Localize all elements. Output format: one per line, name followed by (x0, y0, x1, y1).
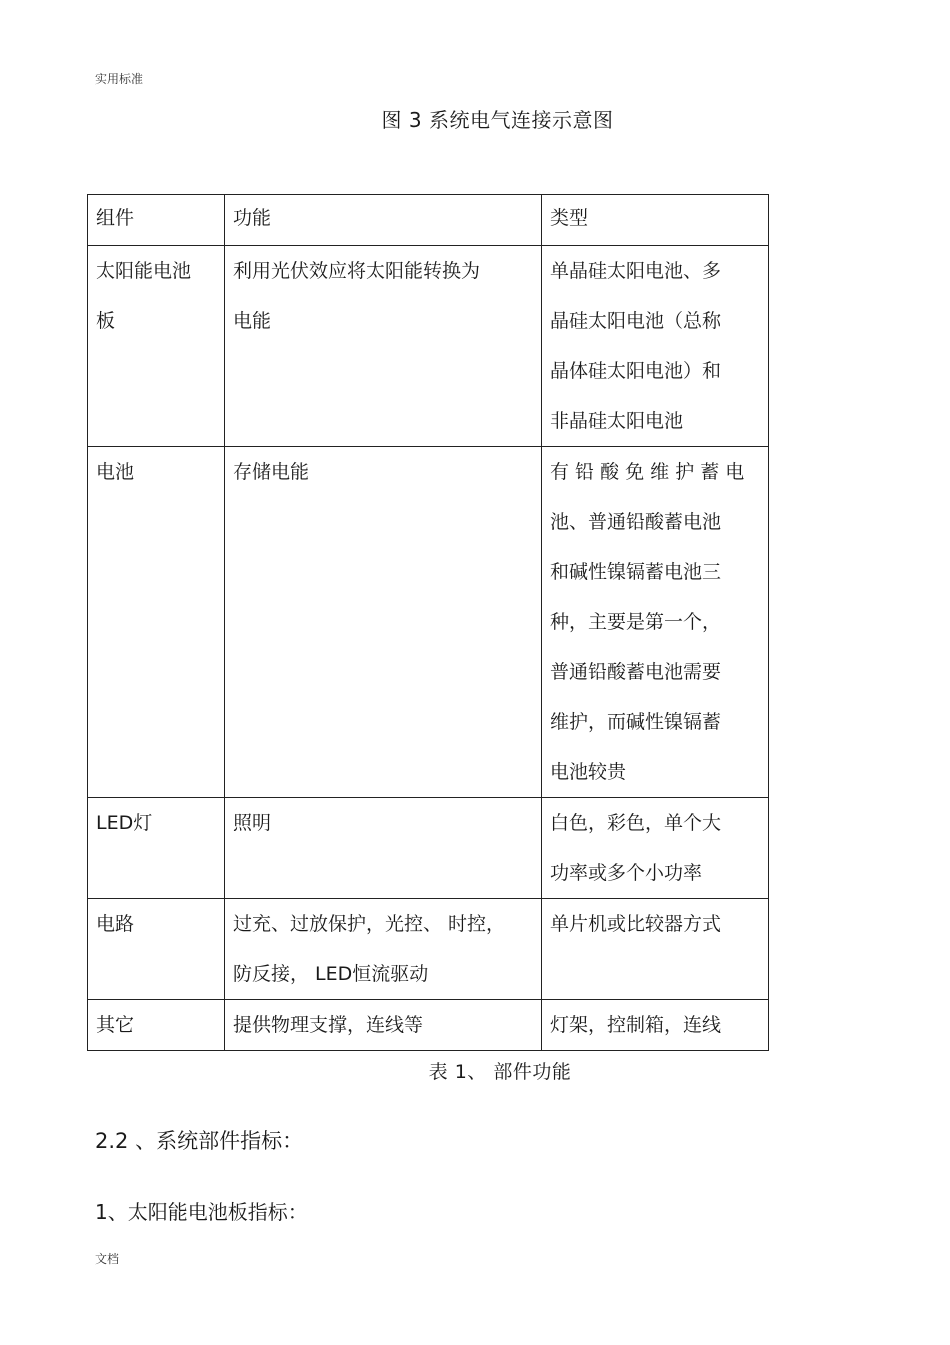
cell-component (88, 246, 225, 447)
page-footer-note: 文档 (95, 1252, 120, 1266)
table-row (88, 899, 769, 1000)
cell-type (542, 246, 769, 447)
page-header-note: 实用标准 (95, 72, 144, 86)
cell-component (88, 1000, 225, 1051)
cell-line: 电能 (233, 310, 272, 332)
cell-line: LED灯 (96, 812, 153, 834)
cell-function (225, 899, 542, 1000)
cell-function (225, 246, 542, 447)
cell-line: 白色，彩色，单个大 (550, 812, 722, 834)
table-row (88, 798, 769, 899)
cell-component (88, 447, 225, 798)
cell-line: 其它 (96, 1014, 135, 1036)
cell-type (542, 1000, 769, 1051)
table-row (88, 447, 769, 798)
cell-type (542, 447, 769, 798)
table-row (88, 246, 769, 447)
cell-line: 电路 (96, 913, 135, 935)
cell-line: 板 (96, 310, 116, 332)
cell-line: 晶体硅太阳电池）和 (550, 360, 722, 382)
figure-caption: 图 3 系统电气连接示意图 (381, 108, 614, 132)
cell-line: 单片机或比较器方式 (550, 913, 722, 935)
header-function: 功能 (225, 195, 542, 246)
cell-line: 非晶硅太阳电池 (550, 410, 684, 432)
cell-line: 利用光伏效应将太阳能转换为 (233, 260, 481, 282)
section-heading: 2.2 、系统部件指标： (95, 1129, 304, 1153)
cell-line: 池、普通铅酸蓄电池 (550, 511, 722, 533)
cell-line: 太阳能电池 (96, 260, 192, 282)
table-header-row (88, 195, 769, 246)
cell-line: 和碱性镍镉蓄电池三 (550, 561, 722, 583)
cell-function (225, 1000, 542, 1051)
sub-heading: 1、太阳能电池板指标： (95, 1200, 308, 1224)
cell-line: 有 铅 酸 免 维 护 蓄 电 (550, 461, 745, 483)
header-type: 类型 (542, 195, 769, 246)
cell-line: 功率或多个小功率 (550, 862, 703, 884)
header-component: 组件 (88, 195, 225, 246)
cell-line: 电池 (96, 461, 135, 483)
cell-line: 灯架，控制箱，连线 (550, 1014, 722, 1036)
cell-function (225, 798, 542, 899)
cell-line: 普通铅酸蓄电池需要 (550, 661, 722, 683)
cell-line: 单晶硅太阳电池、多 (550, 260, 722, 282)
cell-line: 种，主要是第一个， (550, 611, 722, 633)
cell-component (88, 798, 225, 899)
component-function-table (87, 194, 769, 1051)
cell-line: 电池较贵 (550, 761, 627, 783)
cell-line: 存储电能 (233, 461, 310, 483)
cell-line: 防反接， LED恒流驱动 (233, 963, 429, 985)
cell-component (88, 899, 225, 1000)
cell-line: 照明 (233, 812, 272, 834)
cell-function (225, 447, 542, 798)
cell-line: 提供物理支撑，连线等 (233, 1014, 424, 1036)
cell-type (542, 899, 769, 1000)
cell-type (542, 798, 769, 899)
table-row (88, 1000, 769, 1051)
cell-line: 过充、过放保护，光控、 时控， (233, 913, 506, 935)
cell-line: 维护，而碱性镍镉蓄 (550, 711, 722, 733)
table-caption: 表 1、 部件功能 (428, 1061, 572, 1083)
cell-line: 晶硅太阳电池（总称 (550, 310, 722, 332)
